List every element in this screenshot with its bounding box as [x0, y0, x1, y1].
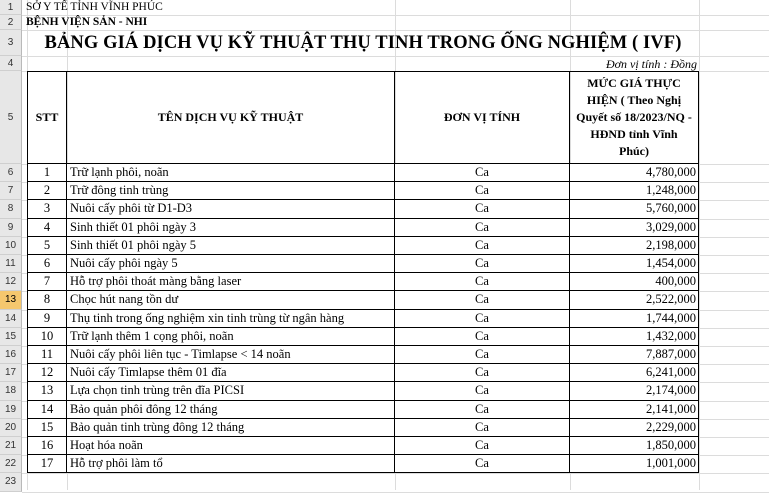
- gridline: [699, 0, 700, 490]
- table-row: [27, 401, 699, 419]
- row-header-2[interactable]: 2: [0, 15, 22, 30]
- cell-service-name[interactable]: Thụ tinh trong ống nghiệm xin tinh trùng từ ngân hàng: [67, 310, 395, 328]
- cell-stt[interactable]: 7: [27, 273, 67, 291]
- header-unit[interactable]: ĐƠN VỊ TÍNH: [395, 72, 570, 164]
- cell-price[interactable]: 4,780,000: [570, 164, 699, 182]
- cell-unit[interactable]: Ca: [395, 182, 570, 200]
- cell-stt[interactable]: 5: [27, 237, 67, 255]
- cell-service-name[interactable]: Chọc hút nang tồn dư: [67, 291, 395, 309]
- row-header-7[interactable]: 7: [0, 182, 22, 200]
- table-row: [27, 182, 699, 200]
- cell-price[interactable]: 1,001,000: [570, 455, 699, 473]
- table-row: [27, 310, 699, 328]
- cell-stt[interactable]: 4: [27, 219, 67, 237]
- cell-price[interactable]: 3,029,000: [570, 219, 699, 237]
- row-header-22[interactable]: 22: [0, 455, 22, 473]
- cell-service-name[interactable]: Trữ đông tinh trùng: [67, 182, 395, 200]
- cell-service-name[interactable]: Nuôi cấy phôi ngày 5: [67, 255, 395, 273]
- cell-price[interactable]: 1,744,000: [570, 310, 699, 328]
- table-row: [27, 219, 699, 237]
- cell-stt[interactable]: 6: [27, 255, 67, 273]
- table-row: [27, 291, 699, 309]
- row-header-14[interactable]: 14: [0, 310, 22, 328]
- row-header-10[interactable]: 10: [0, 237, 22, 255]
- cell-service-name[interactable]: Sinh thiết 01 phôi ngày 3: [67, 219, 395, 237]
- cell-stt[interactable]: 2: [27, 182, 67, 200]
- cell-price[interactable]: 400,000: [570, 273, 699, 291]
- cell-service-name[interactable]: Sinh thiết 01 phôi ngày 5: [67, 237, 395, 255]
- row-header-12[interactable]: 12: [0, 273, 22, 291]
- cell-price[interactable]: 2,229,000: [570, 419, 699, 437]
- table-row: [27, 419, 699, 437]
- gridline: [22, 492, 769, 493]
- cell-price[interactable]: 2,174,000: [570, 382, 699, 400]
- cell-service-name[interactable]: Nuôi cấy phôi liên tục - Timlapse < 14 noãn: [67, 346, 395, 364]
- header-service-name[interactable]: TÊN DỊCH VỤ KỸ THUẬT: [67, 72, 395, 164]
- cell-service-name[interactable]: Hỗ trợ phôi làm tổ: [67, 455, 395, 473]
- cell-unit[interactable]: Ca: [395, 273, 570, 291]
- cell-unit[interactable]: Ca: [395, 291, 570, 309]
- cell-unit[interactable]: Ca: [395, 455, 570, 473]
- cell-unit[interactable]: Ca: [395, 328, 570, 346]
- cell-stt[interactable]: 17: [27, 455, 67, 473]
- row-header-8[interactable]: 8: [0, 200, 22, 218]
- row-header-5[interactable]: 5: [0, 71, 22, 164]
- row-header-16[interactable]: 16: [0, 346, 22, 364]
- cell-stt[interactable]: 1: [27, 164, 67, 182]
- table-row: [27, 164, 699, 182]
- row-header-9[interactable]: 9: [0, 219, 22, 237]
- cell-price[interactable]: 2,141,000: [570, 401, 699, 419]
- table-header-row: [27, 71, 699, 164]
- cell-price[interactable]: 1,432,000: [570, 328, 699, 346]
- row-header-3[interactable]: 3: [0, 30, 22, 56]
- cell-price[interactable]: 2,522,000: [570, 291, 699, 309]
- cell-price[interactable]: 5,760,000: [570, 200, 699, 218]
- cell-stt[interactable]: 9: [27, 310, 67, 328]
- table-row: [27, 437, 699, 455]
- row-header-23[interactable]: 23: [0, 473, 22, 491]
- cell-unit[interactable]: Ca: [395, 364, 570, 382]
- hospital-name[interactable]: BỆNH VIỆN SẢN - NHI: [26, 16, 148, 28]
- cell-unit[interactable]: Ca: [395, 310, 570, 328]
- row-header-19[interactable]: 19: [0, 401, 22, 419]
- cell-stt[interactable]: 10: [27, 328, 67, 346]
- cell-unit[interactable]: Ca: [395, 219, 570, 237]
- cell-service-name[interactable]: Hoạt hóa noãn: [67, 437, 395, 455]
- header-price[interactable]: MỨC GIÁ THỰC HIỆN ( Theo Nghị Quyết số 18/2023/NQ - HĐND tỉnh Vĩnh Phúc): [570, 72, 699, 164]
- cell-service-name[interactable]: Bảo quản tinh trùng đông 12 tháng: [67, 419, 395, 437]
- table-row: [27, 328, 699, 346]
- table-row: [27, 237, 699, 255]
- cell-stt[interactable]: 3: [27, 200, 67, 218]
- row-header-20[interactable]: 20: [0, 419, 22, 437]
- cell-stt[interactable]: 15: [27, 419, 67, 437]
- row-header-21[interactable]: 21: [0, 437, 22, 455]
- header-stt[interactable]: STT: [27, 72, 67, 164]
- row-header-11[interactable]: 11: [0, 255, 22, 273]
- cell-service-name[interactable]: Trữ lạnh thêm 1 cọng phôi, noãn: [67, 328, 395, 346]
- cell-stt[interactable]: 8: [27, 291, 67, 309]
- cell-unit[interactable]: Ca: [395, 346, 570, 364]
- row-header-13[interactable]: 13: [0, 291, 22, 309]
- row-header-18[interactable]: 18: [0, 382, 22, 400]
- cell-service-name[interactable]: Nuôi cấy phôi từ D1-D3: [67, 200, 395, 218]
- row-header-17[interactable]: 17: [0, 364, 22, 382]
- cell-unit[interactable]: Ca: [395, 164, 570, 182]
- cell-unit[interactable]: Ca: [395, 401, 570, 419]
- cell-unit[interactable]: Ca: [395, 419, 570, 437]
- cell-service-name[interactable]: Hỗ trợ phôi thoát màng bằng laser: [67, 273, 395, 291]
- cell-price[interactable]: 1,248,000: [570, 182, 699, 200]
- cell-price[interactable]: 6,241,000: [570, 364, 699, 382]
- table-row: [27, 255, 699, 273]
- cell-price[interactable]: 7,887,000: [570, 346, 699, 364]
- table-row: [27, 455, 699, 473]
- cell-service-name[interactable]: Bảo quản phôi đông 12 tháng: [67, 401, 395, 419]
- table-row: [27, 382, 699, 400]
- cell-stt[interactable]: 12: [27, 364, 67, 382]
- cell-unit[interactable]: Ca: [395, 237, 570, 255]
- unit-note[interactable]: Đơn vị tính : Đồng: [605, 57, 697, 71]
- cell-stt[interactable]: 11: [27, 346, 67, 364]
- row-header-4[interactable]: 4: [0, 56, 22, 71]
- table-row: [27, 346, 699, 364]
- cell-service-name[interactable]: Nuôi cấy Timlapse thêm 01 đĩa: [67, 364, 395, 382]
- row-header-15[interactable]: 15: [0, 328, 22, 346]
- table-row: [27, 200, 699, 218]
- cell-unit[interactable]: Ca: [395, 255, 570, 273]
- cell-price[interactable]: 2,198,000: [570, 237, 699, 255]
- org-name[interactable]: SỞ Y TẾ TỈNH VĨNH PHÚC: [26, 1, 163, 13]
- page-title[interactable]: BẢNG GIÁ DỊCH VỤ KỸ THUẬT THỤ TINH TRONG ỐNG NGHIỆM ( IVF): [44, 33, 682, 53]
- cell-unit[interactable]: Ca: [395, 382, 570, 400]
- cell-price[interactable]: 1,850,000: [570, 437, 699, 455]
- cell-stt[interactable]: 13: [27, 382, 67, 400]
- cell-unit[interactable]: Ca: [395, 437, 570, 455]
- cell-stt[interactable]: 16: [27, 437, 67, 455]
- table-row: [27, 273, 699, 291]
- row-header-1[interactable]: 1: [0, 0, 22, 15]
- cell-price[interactable]: 1,454,000: [570, 255, 699, 273]
- row-header-6[interactable]: 6: [0, 164, 22, 182]
- table-row: [27, 364, 699, 382]
- cell-service-name[interactable]: Trữ lạnh phôi, noãn: [67, 164, 395, 182]
- cell-unit[interactable]: Ca: [395, 200, 570, 218]
- cell-service-name[interactable]: Lựa chọn tinh trùng trên đĩa PICSI: [67, 382, 395, 400]
- cell-stt[interactable]: 14: [27, 401, 67, 419]
